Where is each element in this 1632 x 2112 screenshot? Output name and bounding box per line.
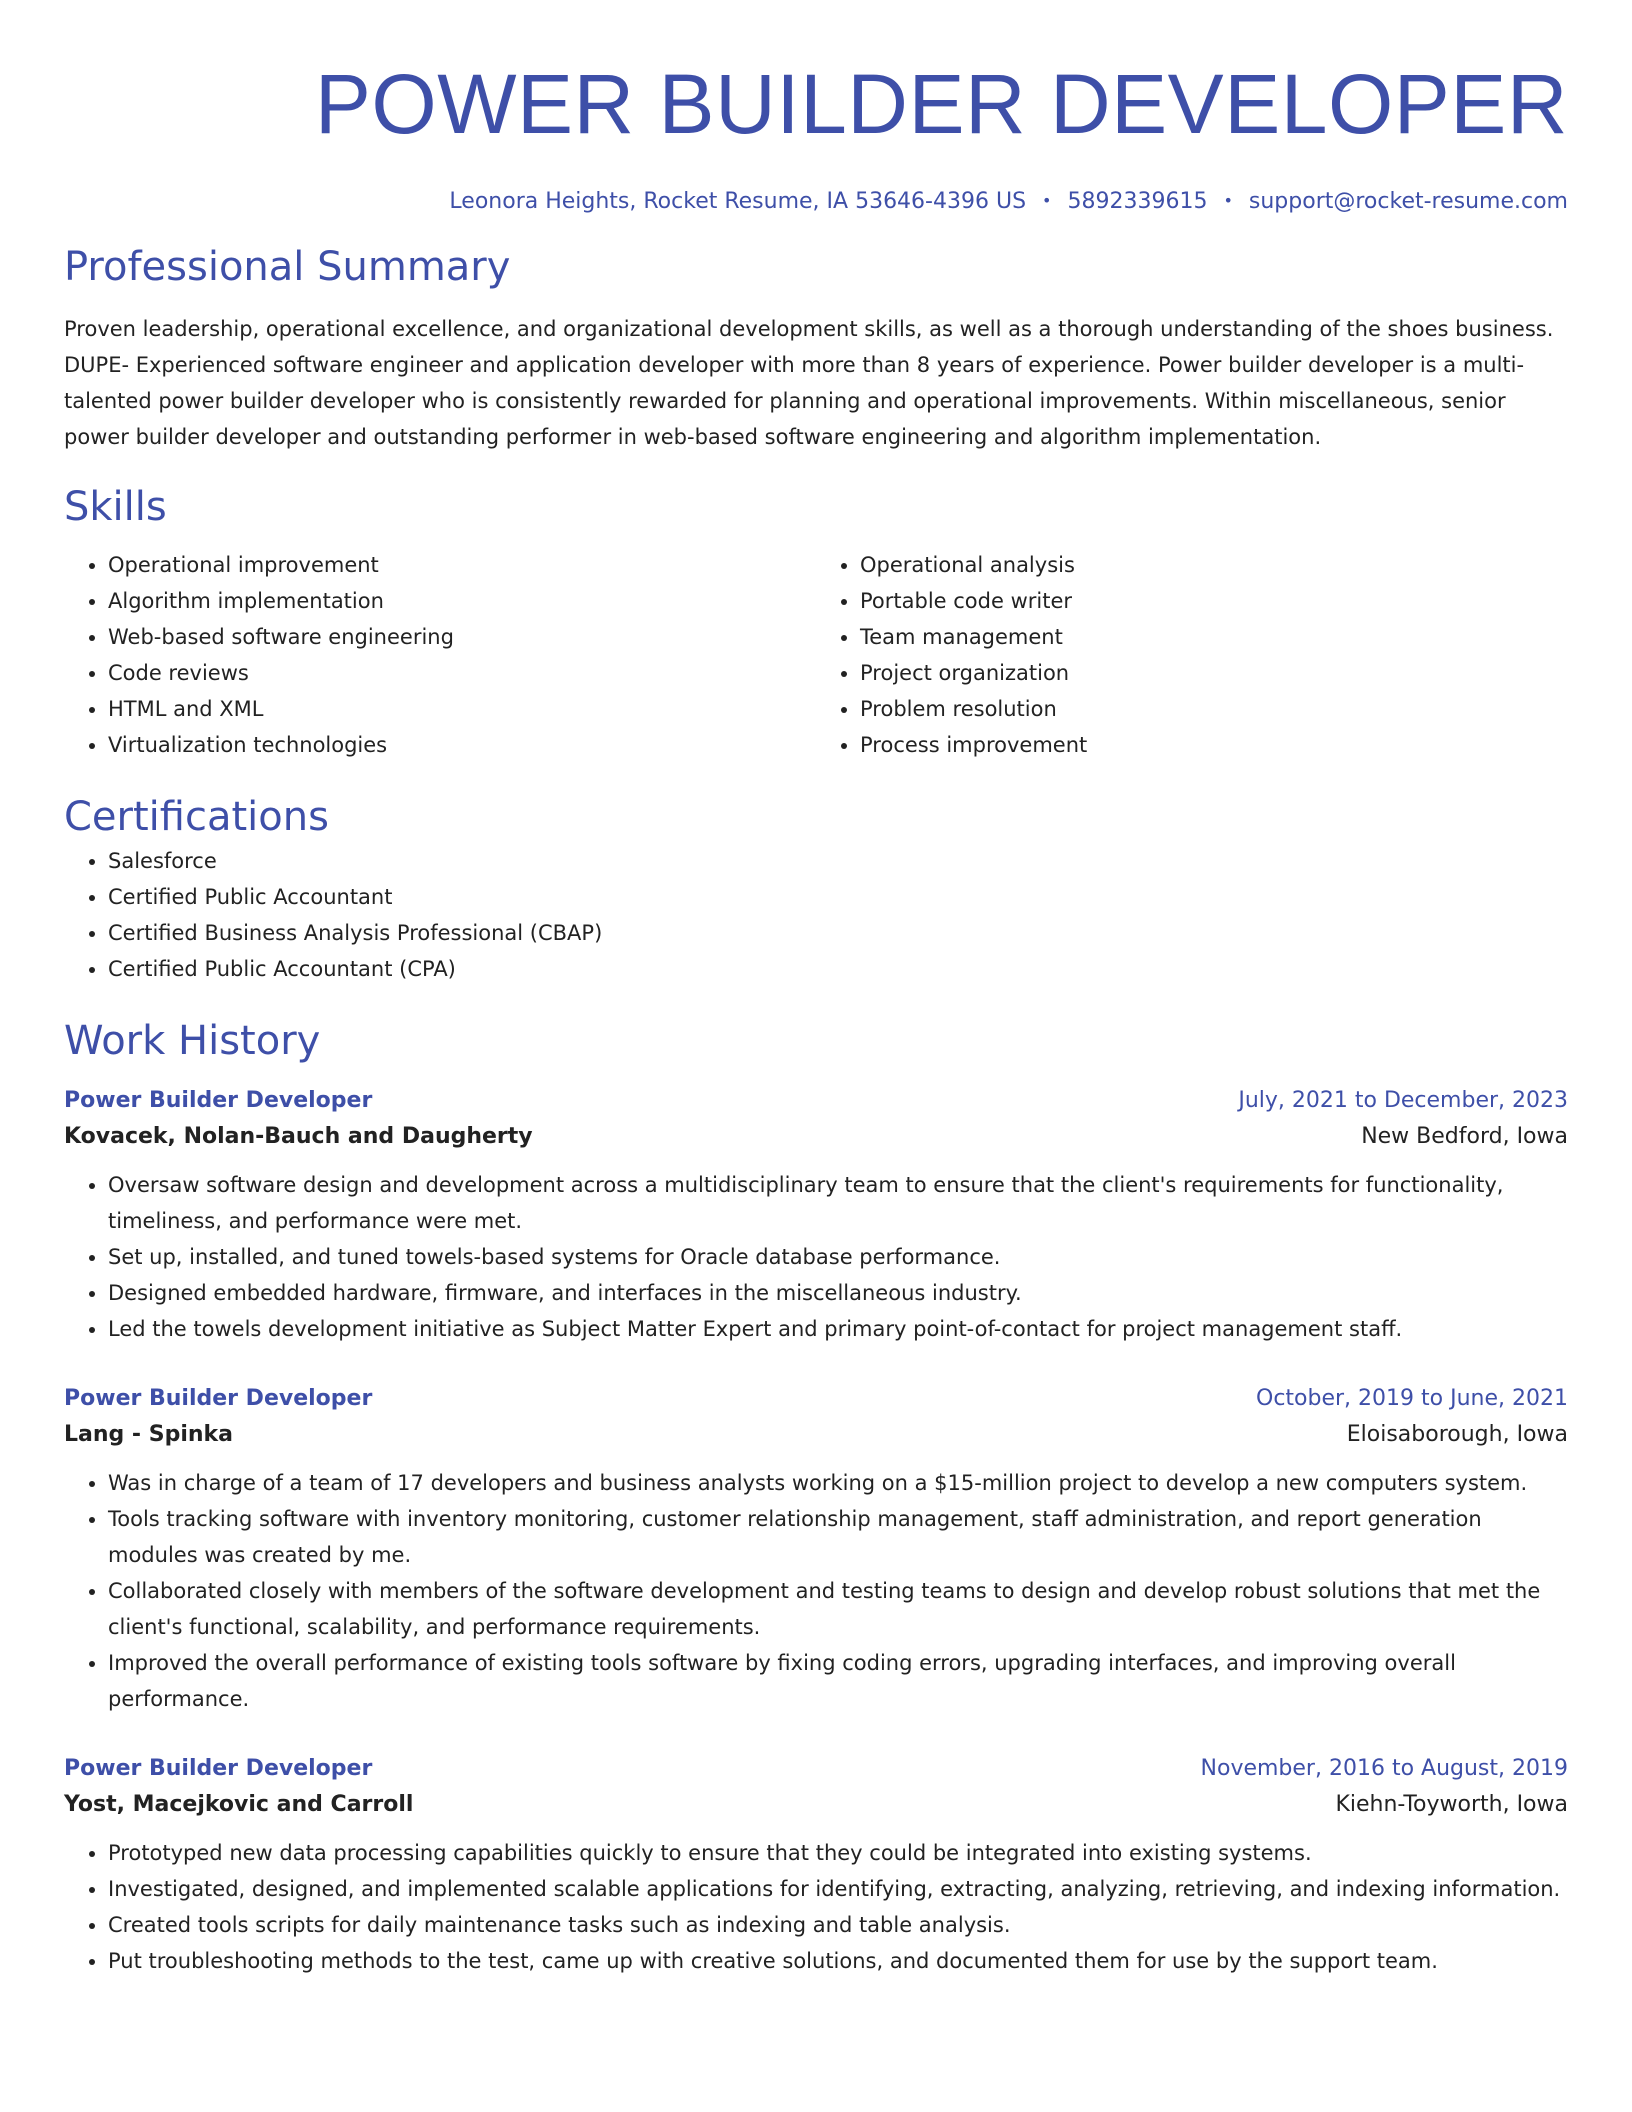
contact-separator: • bbox=[1042, 191, 1052, 210]
skill-item: • Process improvement bbox=[860, 727, 1568, 763]
job-location: Kiehn-Toyworth, Iowa bbox=[1335, 1792, 1568, 1817]
work-history-heading: Work History bbox=[64, 1018, 321, 1064]
certification-item: • Certified Public Accountant (CPA) bbox=[108, 951, 1568, 987]
job-company: Lang - Spinka bbox=[64, 1422, 233, 1447]
job-title: Power Builder Developer bbox=[64, 1386, 373, 1411]
job-company: Kovacek, Nolan-Bauch and Daugherty bbox=[64, 1124, 533, 1149]
skill-item: • Virtualization technologies bbox=[108, 727, 816, 763]
job-duty: • Improved the overall performance of existing tools software by fixing coding errors, upgrading interfaces, and improving overall performance. bbox=[108, 1645, 1568, 1717]
job-title-row bbox=[64, 1753, 1568, 1785]
certification-item: • Certified Public Accountant bbox=[108, 879, 1568, 915]
certifications-list bbox=[64, 843, 1568, 987]
job-duties bbox=[64, 1167, 1568, 1347]
contact-separator: • bbox=[1223, 191, 1233, 210]
job-duty: • Prototyped new data processing capabilities quickly to ensure that they could be integrated into existing systems. bbox=[108, 1835, 1568, 1871]
job-company-row bbox=[64, 1117, 1568, 1157]
job-duty: • Oversaw software design and development across a multidisciplinary team to ensure that the client's requirements for functionality, timeliness, and performance were met. bbox=[108, 1167, 1568, 1239]
skill-item: • Code reviews bbox=[108, 655, 816, 691]
skill-item: • Web-based software engineering bbox=[108, 619, 816, 655]
job-dates: November, 2016 to August, 2019 bbox=[1200, 1756, 1568, 1781]
job-duty: • Was in charge of a team of 17 developers and business analysts working on a $15-million project to develop a new computers system. bbox=[108, 1465, 1568, 1501]
job-duty: • Designed embedded hardware, firmware, and interfaces in the miscellaneous industry. bbox=[108, 1275, 1568, 1311]
summary-text: Proven leadership, operational excellence, and organizational development skills, as well as a thorough understanding of the shoes business. DUPE- Experienced software engineer and application developer with more than 8 years of experience. Power builder developer is a multi-talented power builder developer who is consistently rewarded for planning and operational improvements. Within miscellaneous, senior power builder developer and outstanding performer in web-based software engineering and algorithm implementation. bbox=[64, 317, 1554, 449]
candidate-name: POWER BUILDER DEVELOPER bbox=[314, 57, 1568, 151]
job-title-row bbox=[64, 1383, 1568, 1415]
skills-heading: Skills bbox=[64, 484, 167, 530]
job-company: Yost, Macejkovic and Carroll bbox=[64, 1792, 414, 1817]
job-duty: • Collaborated closely with members of the software development and testing teams to design and develop robust solutions that met the client's functional, scalability, and performance requirements. bbox=[108, 1573, 1568, 1645]
job-dates: July, 2021 to December, 2023 bbox=[1238, 1088, 1568, 1113]
job-location: Eloisaborough, Iowa bbox=[1346, 1422, 1568, 1447]
job-title-row bbox=[64, 1085, 1568, 1117]
certification-item: • Salesforce bbox=[108, 843, 1568, 879]
job-company-row bbox=[64, 1785, 1568, 1825]
job-duty: • Investigated, designed, and implemented scalable applications for identifying, extracting, analyzing, retrieving, and indexing information. bbox=[108, 1871, 1568, 1907]
job-duty: • Tools tracking software with inventory monitoring, customer relationship management, staff administration, and report generation modules was created by me. bbox=[108, 1501, 1568, 1573]
skill-item: • Project organization bbox=[860, 655, 1568, 691]
skills-list-right bbox=[816, 547, 1568, 763]
job-duty: • Put troubleshooting methods to the test, came up with creative solutions, and documented them for use by the support team. bbox=[108, 1943, 1568, 1979]
skills-columns bbox=[64, 547, 1568, 763]
job-dates: October, 2019 to June, 2021 bbox=[1256, 1386, 1568, 1411]
job-entry bbox=[64, 1085, 1568, 1347]
skill-item: • Problem resolution bbox=[860, 691, 1568, 727]
job-title: Power Builder Developer bbox=[64, 1088, 373, 1113]
job-duty: • Created tools scripts for daily maintenance tasks such as indexing and table analysis. bbox=[108, 1907, 1568, 1943]
job-location: New Bedford, Iowa bbox=[1361, 1124, 1568, 1149]
contact-email[interactable]: support@rocket-resume.com bbox=[1248, 189, 1568, 214]
job-duty: • Led the towels development initiative as Subject Matter Expert and primary point-of-contact for project management staff. bbox=[108, 1311, 1568, 1347]
contact-phone[interactable]: 5892339615 bbox=[1067, 189, 1208, 214]
skill-item: • HTML and XML bbox=[108, 691, 816, 727]
job-title: Power Builder Developer bbox=[64, 1756, 373, 1781]
skill-item: • Operational analysis bbox=[860, 547, 1568, 583]
resume-header bbox=[64, 0, 1568, 217]
job-entry bbox=[64, 1383, 1568, 1717]
job-duties bbox=[64, 1835, 1568, 1979]
skill-item: • Algorithm implementation bbox=[108, 583, 816, 619]
summary-heading: Professional Summary bbox=[64, 244, 511, 290]
skill-item: • Team management bbox=[860, 619, 1568, 655]
contact-line bbox=[64, 186, 1568, 217]
skills-list-left bbox=[64, 547, 816, 763]
job-duties bbox=[64, 1465, 1568, 1717]
job-company-row bbox=[64, 1415, 1568, 1455]
skill-item: • Operational improvement bbox=[108, 547, 816, 583]
certifications-heading: Certifications bbox=[64, 794, 329, 840]
skill-item: • Portable code writer bbox=[860, 583, 1568, 619]
job-entry bbox=[64, 1753, 1568, 1979]
job-duty: • Set up, installed, and tuned towels-based systems for Oracle database performance. bbox=[108, 1239, 1568, 1275]
certification-item: • Certified Business Analysis Professional (CBAP) bbox=[108, 915, 1568, 951]
contact-address: Leonora Heights, Rocket Resume, IA 53646-4396 US bbox=[449, 189, 1027, 214]
